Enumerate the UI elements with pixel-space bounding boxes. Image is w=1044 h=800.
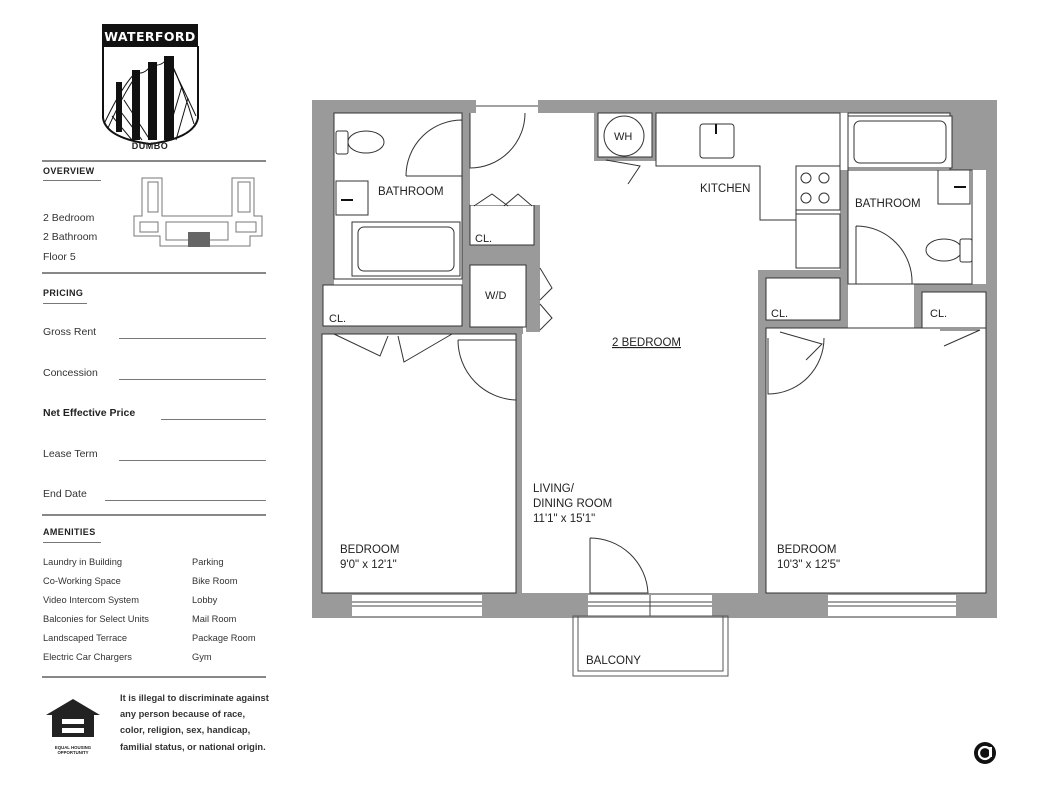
room-label-closet: CL. (475, 233, 493, 245)
amenity-item: Laundry in Building (43, 557, 123, 567)
bedroom-left-name: BEDROOM (340, 544, 400, 556)
living-room-name-line1: LIVING/ (533, 483, 574, 495)
brand-name: WATERFORD (102, 24, 198, 48)
net-effective-price-label: Net Effective Price (43, 407, 139, 419)
bedroom-right-name: BEDROOM (777, 544, 837, 556)
overview-bedrooms: 2 Bedroom (43, 212, 95, 224)
balcony-label: BALCONY (586, 655, 641, 667)
living-room-dimensions: 11'1" x 15'1" (533, 513, 596, 525)
room-label-closet: CL. (930, 308, 948, 320)
room-label-bathroom-right: BATHROOM (855, 198, 921, 210)
equal-housing-caption: EQUAL HOUSING OPPORTUNITY (54, 745, 92, 755)
room-label-wh: WH (614, 131, 633, 143)
brand-subtitle: DUMBO (131, 141, 169, 151)
amenity-item: Lobby (192, 595, 218, 605)
amenity-item: Mail Room (192, 614, 237, 624)
amenity-item: Package Room (192, 633, 256, 643)
unit-type-label: 2 BEDROOM (612, 337, 682, 349)
room-label-closet: CL. (771, 308, 789, 320)
overview-title: OVERVIEW (43, 166, 95, 176)
amenity-item: Parking (192, 557, 224, 567)
room-label-bathroom-left: BATHROOM (378, 186, 444, 198)
amenities-title: AMENITIES (43, 527, 96, 537)
room-label-kitchen: KITCHEN (700, 183, 751, 195)
amenity-item: Bike Room (192, 576, 238, 586)
amenity-item: Gym (192, 652, 212, 662)
overview-floor: Floor 5 (43, 251, 76, 263)
room-label-wd: W/D (485, 290, 507, 302)
overview-bathrooms: 2 Bathroom (43, 231, 98, 243)
gross-rent-label: Gross Rent (43, 326, 100, 338)
lease-term-label: Lease Term (43, 448, 102, 460)
room-label-closet: CL. (329, 313, 347, 325)
fair-housing-statement: It is illegal to discriminate against any person because of race, color, religion, sex, handicap, familial status, or national origin. (120, 693, 269, 752)
amenity-item: Co-Working Space (43, 576, 121, 586)
living-room-name-line2: DINING ROOM (533, 498, 613, 510)
amenity-item: Balconies for Select Units (43, 614, 149, 624)
amenity-item: Video Intercom System (43, 595, 139, 605)
bedroom-left-dimensions: 9'0" x 12'1" (340, 559, 397, 571)
end-date-label: End Date (43, 488, 91, 500)
amenity-item: Electric Car Chargers (43, 652, 132, 662)
amenity-item: Landscaped Terrace (43, 633, 128, 643)
concession-label: Concession (43, 367, 102, 379)
bedroom-right-dimensions: 10'3" x 12'5" (777, 559, 841, 571)
pricing-title: PRICING (43, 288, 84, 298)
brand-mark-icon (973, 741, 997, 765)
